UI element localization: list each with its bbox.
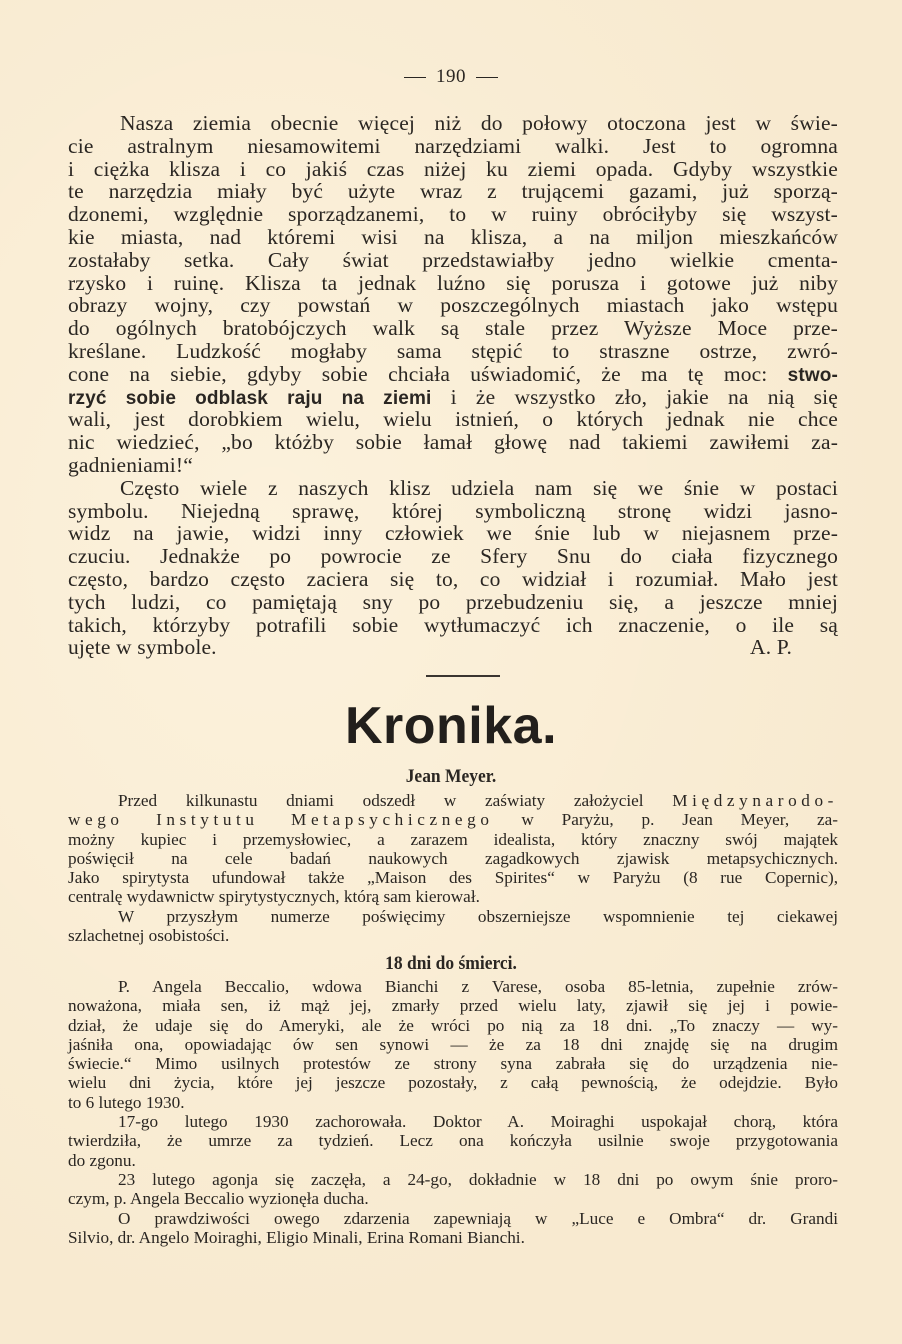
text-line: poświęcił na cele badań naukowych zagadkowych zjawisk metapsychicznych. [68,848,838,868]
text-line: 23 lutego agonja się zaczęła, a 24-go, dokładnie w 18 dni po owym śnie proro- [118,1169,838,1189]
emphasis-text: stwo- [787,364,838,386]
spaced-text: Międzynarodo- [672,791,838,810]
text-line: możny kupiec i przemysłowiec, a zarazem idealista, który znaczny swój majątek [68,829,838,849]
text-line: twierdziła, że umrze za tydzień. Lecz ona kończyła usilnie swoje przygotowania [68,1131,838,1151]
text-line: W przyszłym numerze poświęcimy obszerniejsze wspomnienie tej ciekawej [118,906,838,926]
text-line: tych ludzi, co pamiętają sny po przebudzeniu się, a jeszcze mniej [68,589,838,614]
text-line: kie miasta, nad któremi wisi na klisza, a na miljon mieszkańców [68,224,838,249]
page-number: 190 [0,66,902,88]
text-line [68,386,838,409]
essay-paragraph-1 [68,112,838,477]
text-line: wielu dni życia, które jej jeszcze pozostały, z całą pewnością, że odejdzie. Było [68,1073,838,1093]
text-line: jaśniła ona, opowiadając ów sen synowi — że za 18 dni znajdę się na drugim [68,1034,838,1054]
text-line: dzonemi, względnie sporządzanemi, to w ruiny obróciłyby się wszyst- [68,202,838,227]
text-line: do zgonu. [68,1150,136,1170]
text-line: te narzędzia miały być użyte wraz z trującemi gazami, już sporzą- [68,179,838,204]
dash-right [476,77,498,78]
article-heading: 18 dni do śmierci. [385,953,517,974]
text-line: czuciu. Jednakże po powrocie ze Sfery Snu do ciała fizycznego [68,544,838,569]
text-line [68,791,838,810]
text-line: Jako spirytysta ufundował także „Maison des Spirites“ w Paryżu (8 rue Copernic), [68,868,838,888]
text-line: to 6 lutego 1930. [68,1092,185,1112]
text-line: obrazy wojny, czy powstań w poszczególnych miastach jako wstępu [68,293,838,318]
emphasis-text: rzyć sobie odblask raju na ziemi [68,387,432,409]
text-line: wali, jest dorobkiem wielu, wielu istnień, o których jednak nie chce [68,407,838,432]
text-line: symbolu. Niejedną sprawę, której symboliczną stronę widzi jasno- [68,498,838,523]
text-line: O prawdziwości owego zdarzenia zapewniają w „Luce e Ombra“ dr. Grandi [118,1208,838,1228]
text-line [68,636,838,659]
text-line: 17-go lutego 1930 zachorowała. Doktor A. Moiraghi uspokajał chorą, która [118,1112,838,1132]
article-18-dni [68,977,838,1247]
essay-text [68,112,838,659]
text-line: centralę wydawnictw spirytystycznych, którą sam kierował. [68,887,480,907]
text-line [68,363,838,386]
essay-paragraph-2 [68,477,838,659]
article-heading: Jean Meyer. [405,766,497,787]
text-line: takich, którzyby potrafili sobie wytłumaczyć ich znaczenie, o ile są [68,612,838,637]
text-line: nic wiedzieć, „bo któżby sobie łamał głowę nad takiemi zawiłemi za- [68,430,838,455]
text-normal: ujęte w symbole. [68,635,217,660]
text-line: często, bardzo często zaciera się to, co widział i rozumiał. Mało jest [68,566,838,591]
text-line: Nasza ziemia obecnie więcej niż do połowy otoczona jest w świe- [120,111,838,135]
text-line: kreślane. Ludzkość mogłaby sama stępić to straszne ostrze, zwró- [68,338,838,363]
text-line: i ciężka klisza i co jakiś czas niżej ku ziemi opada. Gdyby wszystkie [68,156,838,181]
text-line: Silvio, dr. Angelo Moiraghi, Eligio Minali, Erina Romani Bianchi. [68,1227,525,1247]
section-title: Kronika. [344,697,558,755]
text-line: do ogólnych bratobójczych walk są stale przez Wyższe Moce prze- [68,316,838,341]
text-line: dział, że udaje się do Ameryki, ale że wróci po nią za 18 dni. „To znaczy — wy- [68,1015,838,1035]
text-normal: w Paryżu, p. Jean Meyer, za- [493,810,838,830]
article-jean-meyer [68,791,838,945]
text-line: widz na jawie, widzi inny człowiek we śnie lub w niejasnem prze- [68,521,838,546]
text-normal: Przed kilkunastu dniami odszedł w zaświaty założyciel [118,791,673,810]
text-line: świecie.“ Mimo usilnych protestów ze strony syna zabrała się do urządzenia nie- [68,1054,838,1074]
section-divider [426,675,500,677]
text-line: czym, p. Angela Beccalio wyzionęła ducha. [68,1189,369,1209]
dash-left [404,77,426,78]
author-signature: A. P. [750,635,792,660]
spaced-text: wego Instytutu Metapsychicznego [68,810,494,830]
text-line: gadnieniami!“ [68,452,193,477]
text-line [68,810,838,829]
text-normal: i że wszystko zło, jakie na nią się [431,384,838,409]
text-line: cie astralnym niesamowitemi narzędziami walki. Jest to ogromna [68,133,838,158]
text-line: szlachetnej osobistości. [68,926,230,946]
text-line: rzysko i ruinę. Klisza ta jednak luźno się porusza i gotowe już niby [68,270,838,295]
text-line: Często wiele z naszych klisz udziela nam się we śnie w postaci [120,475,838,500]
text-line: zostałaby setka. Cały świat przedstawiałby jedno wielkie cmenta- [68,247,838,272]
text-line: P. Angela Beccalio, wdowa Bianchi z Varese, osoba 85-letnia, zupełnie zrów- [118,977,838,996]
text-normal: cone na siebie, gdyby sobie chciała uświadomić, że ma tę moc: [68,361,788,386]
text-line: noważona, miała sen, iż mąż jej, zmarły przed wielu laty, zjawił się jej i powie- [68,996,838,1016]
